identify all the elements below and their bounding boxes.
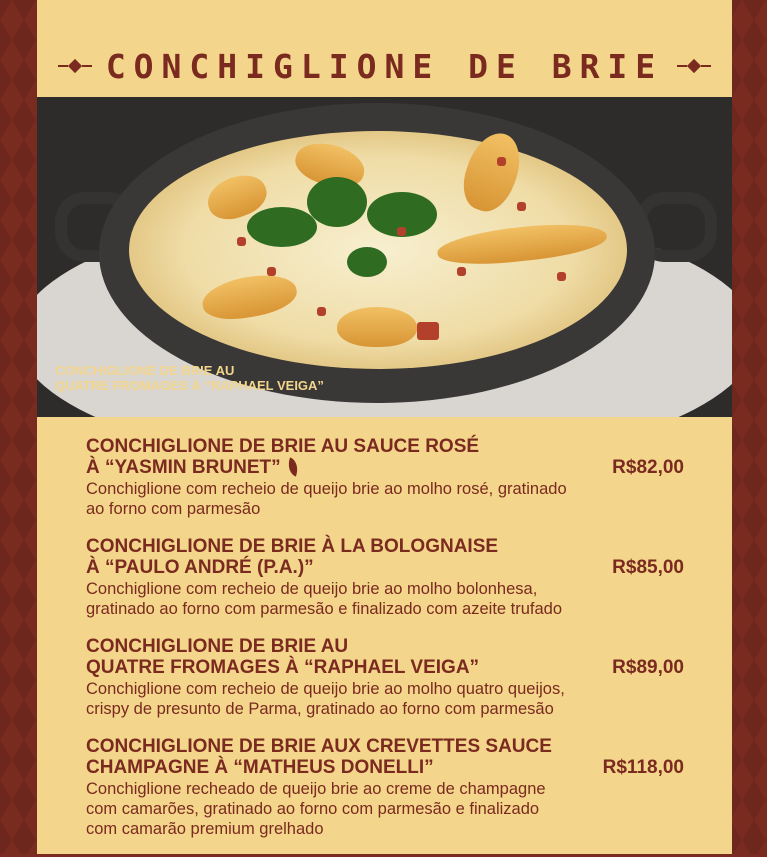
- menu-item: [86, 537, 684, 619]
- menu-item: [86, 637, 684, 719]
- bacon-crumble: [417, 322, 439, 340]
- bacon-crumble: [457, 267, 466, 276]
- leaf-icon: [284, 457, 301, 476]
- item-price: R$89,00: [612, 657, 684, 678]
- photo-caption-line: QUATRE FROMAGES À “RAPHAEL VEIGA”: [55, 378, 324, 393]
- bacon-crumble: [317, 307, 326, 316]
- photo-caption: [55, 363, 324, 393]
- menu-items-list: [86, 437, 684, 857]
- page-title: CONCHIGLIONE DE BRIE: [105, 46, 664, 86]
- menu-panel: [37, 0, 732, 854]
- bacon-crumble: [267, 267, 276, 276]
- item-name: À “YASMIN BRUNET”: [86, 457, 281, 478]
- right-border-pattern: [730, 0, 767, 854]
- menu-header: [37, 38, 732, 94]
- pasta-shell: [337, 307, 417, 347]
- left-diamond-ornament-icon: [58, 61, 92, 71]
- item-description: com camarões, gratinado ao forno com parmesão e finalizado: [86, 800, 540, 818]
- right-diamond-ornament-icon: [677, 61, 711, 71]
- parsley-garnish: [307, 177, 367, 227]
- item-price: R$118,00: [602, 757, 684, 778]
- menu-item: [86, 437, 684, 519]
- dish-photo: [37, 97, 732, 417]
- item-name: CONCHIGLIONE DE BRIE AU: [86, 636, 349, 657]
- bacon-crumble: [397, 227, 406, 236]
- item-name: CHAMPAGNE À “MATHEUS DONELLI”: [86, 757, 434, 778]
- parsley-garnish: [347, 247, 387, 277]
- item-description: Conchiglione com recheio de queijo brie ao molho bolonhesa,: [86, 580, 538, 598]
- item-name: CONCHIGLIONE DE BRIE AUX CREVETTES SAUCE: [86, 736, 552, 757]
- bacon-crumble: [497, 157, 506, 166]
- photo-caption-line: CONCHIGLIONE DE BRIE AU: [55, 363, 235, 378]
- item-name: À “PAULO ANDRÉ (P.A.)”: [86, 557, 314, 578]
- item-description: crispy de presunto de Parma, gratinado ao forno com parmesão: [86, 700, 554, 718]
- left-border-pattern: [0, 0, 37, 854]
- item-description: Conchiglione com recheio de queijo brie ao molho quatro queijos,: [86, 680, 565, 698]
- item-description: gratinado ao forno com parmesão e finalizado com azeite trufado: [86, 600, 563, 618]
- item-description: Conchiglione com recheio de queijo brie ao molho rosé, gratinado: [86, 480, 567, 498]
- item-price: R$85,00: [612, 557, 684, 578]
- bacon-crumble: [237, 237, 246, 246]
- item-name: QUATRE FROMAGES À “RAPHAEL VEIGA”: [86, 657, 480, 678]
- item-description: Conchiglione recheado de queijo brie ao creme de champagne: [86, 780, 546, 798]
- item-name: CONCHIGLIONE DE BRIE À LA BOLOGNAISE: [86, 536, 499, 557]
- parsley-garnish: [247, 207, 317, 247]
- item-description: ao forno com parmesão: [86, 500, 261, 518]
- item-description: com camarão premium grelhado: [86, 820, 324, 838]
- menu-item: [86, 737, 684, 839]
- item-name: CONCHIGLIONE DE BRIE AU SAUCE ROSÉ: [86, 436, 480, 457]
- bacon-crumble: [517, 202, 526, 211]
- bacon-crumble: [557, 272, 566, 281]
- item-price: R$82,00: [612, 457, 684, 478]
